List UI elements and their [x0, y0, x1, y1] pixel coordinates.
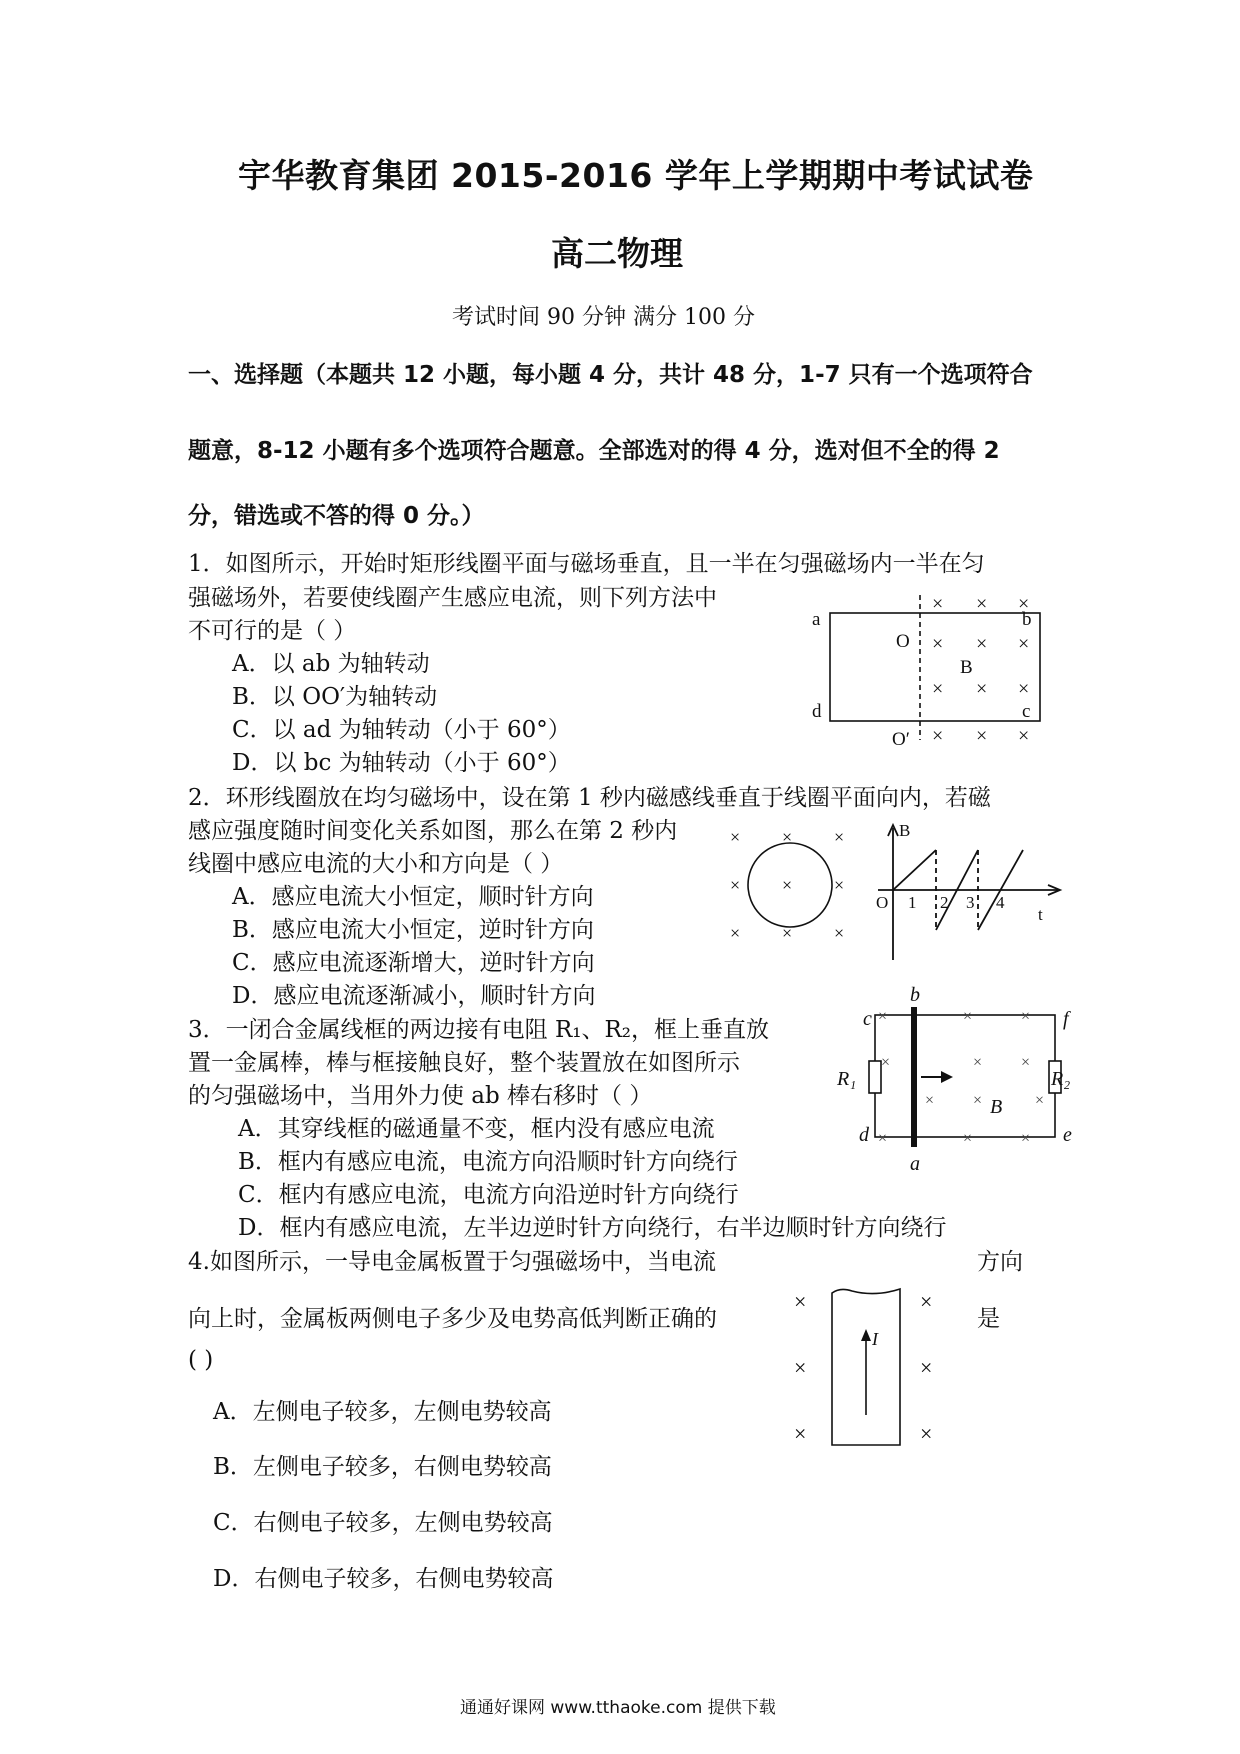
svg-text:×: × [1021, 1054, 1031, 1071]
q4-line2-end: 是 [977, 1306, 1000, 1332]
q4-label-current: I [872, 1329, 878, 1349]
q3-option-b: B．框内有感应电流，电流方向沿顺时针方向绕行 [238, 1149, 738, 1175]
q3-line3: 的匀强磁场中，当用外力使 ab 棒右移时（ ） [188, 1083, 653, 1109]
svg-text:×: × [925, 1092, 935, 1109]
q1-figure [800, 585, 1070, 750]
svg-text:×: × [976, 678, 988, 700]
svg-text:×: × [1018, 633, 1030, 655]
q1-label-d: d [812, 701, 822, 722]
svg-text:×: × [973, 1054, 983, 1071]
svg-text:×: × [794, 1421, 807, 1446]
q1-label-o-prime: O′ [892, 729, 910, 750]
svg-text:×: × [782, 827, 793, 847]
footer-source: 通通好课网 www.tthaoke.com 提供下载 [460, 1698, 776, 1718]
q3-label-d: d [859, 1124, 869, 1146]
q2-tick-3: 3 [966, 893, 975, 912]
q2-label-origin: O [876, 893, 889, 912]
q3-label-c: c [863, 1008, 872, 1030]
q3-option-a: A．其穿线框的磁通量不变，框内没有感应电流 [238, 1116, 715, 1142]
svg-text:×: × [881, 1054, 891, 1071]
q1-option-c: C．以 ad 为轴转动（小于 60°） [232, 717, 571, 743]
q4-line3: ( ) [188, 1347, 214, 1373]
q1-label-o: O [896, 631, 910, 652]
q2-tick-1: 1 [908, 893, 917, 912]
q3-label-f: f [1063, 1008, 1069, 1030]
svg-text:×: × [963, 1008, 973, 1025]
svg-text:×: × [976, 593, 988, 615]
q2-coil-figure [720, 825, 860, 945]
svg-text:×: × [932, 593, 944, 615]
svg-text:×: × [1018, 678, 1030, 700]
q2-line3: 线圈中感应电流的大小和方向是（ ） [188, 851, 564, 877]
svg-text:×: × [834, 923, 845, 943]
q3-label-b: b [910, 985, 920, 1006]
svg-text:×: × [1035, 1092, 1045, 1109]
q3-label-b-field: B [990, 1096, 1003, 1118]
q2-label-b-axis: B [899, 821, 911, 840]
q2-line1: 2．环形线圈放在均匀磁场中，设在第 1 秒内磁感线垂直于线圈平面向内，若磁 [188, 785, 991, 811]
section-heading-line3: 分，错选或不答的得 0 分。） [188, 503, 485, 529]
svg-text:×: × [932, 678, 944, 700]
q1-option-b: B．以 OO′为轴转动 [232, 684, 438, 710]
q2-option-a: A．感应电流大小恒定，顺时针方向 [232, 884, 594, 910]
q3-label-e: e [1063, 1124, 1072, 1146]
svg-text:×: × [1018, 593, 1030, 615]
q3-option-d: D．框内有感应电流，左半边逆时针方向绕行，右半边顺时针方向绕行 [238, 1215, 947, 1241]
svg-text:×: × [730, 827, 741, 847]
q4-figure [780, 1285, 960, 1455]
q1-option-a: A．以 ab 为轴转动 [232, 651, 430, 677]
svg-text:×: × [976, 633, 988, 655]
q3-line2: 置一金属棒，棒与框接触良好，整个装置放在如图所示 [188, 1050, 740, 1076]
q3-label-r2: R₂ [1051, 1068, 1071, 1090]
q2-tick-4: 4 [996, 893, 1005, 912]
subject-title: 高二物理 [551, 234, 683, 273]
q4-option-a: A．左侧电子较多，左侧电势较高 [213, 1399, 552, 1425]
q1-label-b-field: B [960, 657, 973, 678]
svg-text:×: × [932, 725, 944, 747]
q1-label-c: c [1022, 701, 1031, 722]
svg-text:×: × [1021, 1008, 1031, 1025]
section-heading-line2: 题意，8-12 小题有多个选项符合题意。全部选对的得 4 分，选对但不全的得 2 [188, 438, 1000, 464]
svg-text:×: × [782, 923, 793, 943]
q2-line2: 感应强度随时间变化关系如图，那么在第 2 秒内 [188, 818, 678, 844]
exam-title: 宇华教育集团 2015-2016 学年上学期期中考试试卷 [238, 156, 1034, 195]
q1-line2: 强磁场外，若要使线圈产生感应电流，则下列方法中 [188, 585, 717, 611]
q2-option-b: B．感应电流大小恒定，逆时针方向 [232, 917, 594, 943]
svg-text:×: × [1021, 1130, 1031, 1147]
svg-text:×: × [834, 875, 845, 895]
svg-text:×: × [973, 1092, 983, 1109]
q3-label-a: a [910, 1153, 920, 1175]
q1-line1: 1．如图所示，开始时矩形线圈平面与磁场垂直，且一半在匀强磁场内一半在匀 [188, 551, 985, 577]
svg-text:×: × [834, 827, 845, 847]
q4-option-d: D．右侧电子较多，右侧电势较高 [213, 1566, 554, 1592]
svg-text:×: × [730, 875, 741, 895]
svg-text:×: × [878, 1130, 888, 1147]
q3-label-r1: R₁ [837, 1068, 857, 1090]
q2-option-c: C．感应电流逐渐增大，逆时针方向 [232, 950, 595, 976]
svg-text:×: × [920, 1355, 933, 1380]
q3-line1: 3．一闭合金属线框的两边接有电阻 R₁、R₂，框上垂直放 [188, 1017, 770, 1043]
svg-text:×: × [730, 923, 741, 943]
q4-option-b: B．左侧电子较多，右侧电势较高 [213, 1454, 552, 1480]
svg-text:×: × [920, 1289, 933, 1314]
q2-label-t-axis: t [1038, 905, 1043, 924]
q1-label-b: b [1022, 609, 1032, 630]
svg-text:×: × [976, 725, 988, 747]
q2-graph [868, 820, 1068, 970]
q1-label-a: a [812, 609, 821, 630]
svg-text:×: × [963, 1130, 973, 1147]
svg-text:×: × [878, 1008, 888, 1025]
q3-figure [825, 985, 1085, 1175]
q1-line3: 不可行的是（ ） [188, 618, 357, 644]
section-heading-line1: 一、选择题（本题共 12 小题，每小题 4 分，共计 48 分，1-7 只有一个选项符合 [188, 362, 1033, 388]
q4-line1-end: 方向 [977, 1249, 1023, 1275]
svg-text:×: × [1018, 725, 1030, 747]
svg-text:×: × [782, 875, 793, 895]
q4-line2: 向上时，金属板两侧电子多少及电势高低判断正确的 [188, 1306, 717, 1332]
q4-line1: 4.如图所示，一导电金属板置于匀强磁场中，当电流 [188, 1249, 716, 1275]
q2-tick-2: 2 [940, 893, 949, 912]
svg-text:×: × [932, 633, 944, 655]
q4-option-c: C．右侧电子较多，左侧电势较高 [213, 1510, 553, 1536]
q1-option-d: D．以 bc 为轴转动（小于 60°） [232, 750, 571, 776]
exam-info: 考试时间 90 分钟 满分 100 分 [452, 305, 755, 330]
q3-option-c: C．框内有感应电流，电流方向沿逆时针方向绕行 [238, 1182, 739, 1208]
q2-option-d: D．感应电流逐渐减小，顺时针方向 [232, 983, 596, 1009]
svg-text:×: × [920, 1421, 933, 1446]
svg-text:×: × [794, 1355, 807, 1380]
svg-text:×: × [794, 1289, 807, 1314]
